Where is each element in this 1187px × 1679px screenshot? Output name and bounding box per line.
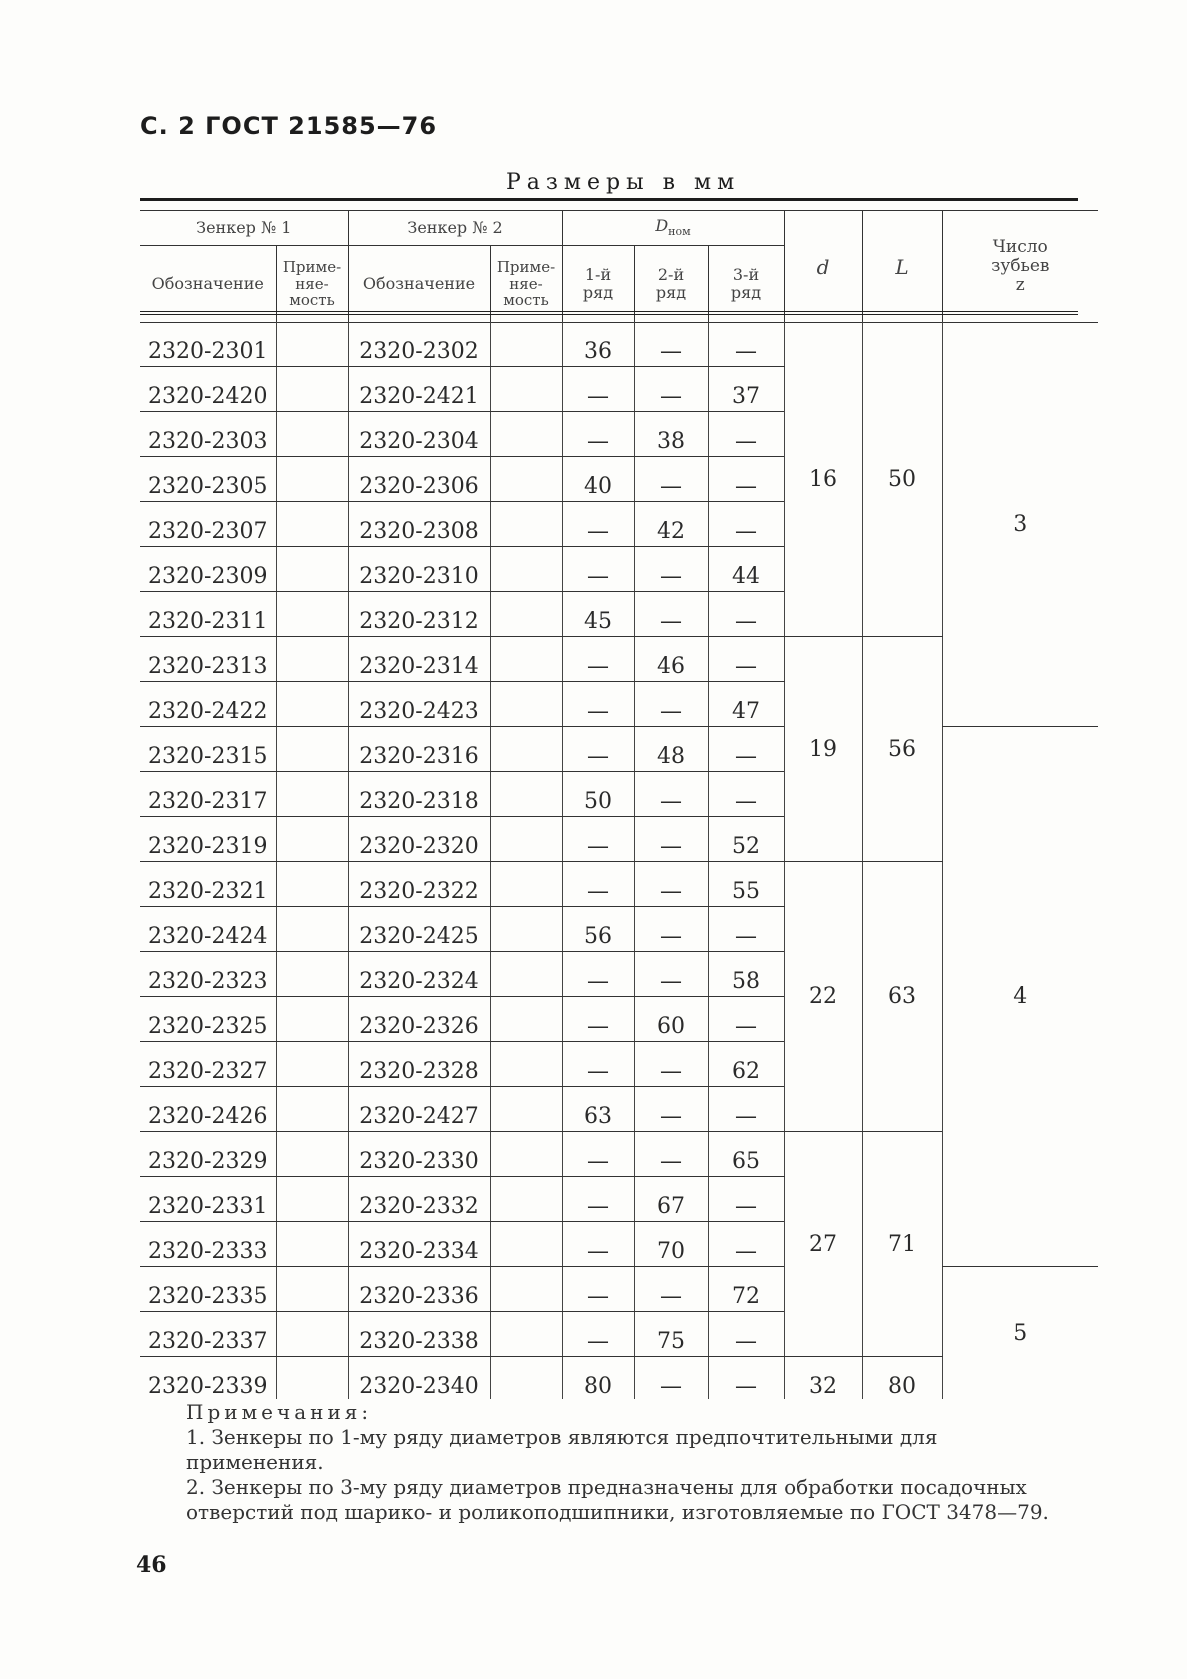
dnom-row1-cell: 63	[562, 1087, 634, 1132]
applicability-1-cell	[276, 1357, 348, 1400]
dnom-row2-cell: 60	[634, 997, 708, 1042]
dnom-row1-cell: —	[562, 1267, 634, 1312]
dnom-row3-cell: —	[708, 1357, 784, 1400]
applicability-2-cell	[490, 1222, 562, 1267]
applicability-1-cell	[276, 547, 348, 592]
dnom-row2-cell: —	[634, 367, 708, 412]
page-number: 46	[136, 1552, 167, 1578]
designation-1-cell: 2320-2315	[140, 727, 276, 772]
dnom-row3-cell: 44	[708, 547, 784, 592]
dnom-row3-cell: 62	[708, 1042, 784, 1087]
dnom-row1-cell: 40	[562, 457, 634, 502]
header-d-nom: $D_{ном}$	[562, 211, 784, 246]
dnom-row2-cell: 38	[634, 412, 708, 457]
designation-1-cell: 2320-2331	[140, 1177, 276, 1222]
applicability-2-cell	[490, 547, 562, 592]
applicability-1-cell	[276, 592, 348, 637]
dnom-row1-cell: —	[562, 817, 634, 862]
designation-2-cell: 2320-2322	[348, 862, 490, 907]
table-caption: Размеры в мм	[506, 170, 741, 195]
header-designation-2: Обозначение	[348, 246, 490, 323]
dnom-row1-cell: —	[562, 1042, 634, 1087]
designation-2-cell: 2320-2332	[348, 1177, 490, 1222]
applicability-2-cell	[490, 997, 562, 1042]
designation-1-cell: 2320-2335	[140, 1267, 276, 1312]
notes-block	[186, 1400, 1076, 1525]
teeth-count-cell: 3	[942, 322, 1098, 727]
dnom-row1-cell: —	[562, 1312, 634, 1357]
d-value-cell: 16	[784, 322, 862, 637]
dnom-row2-cell: —	[634, 1042, 708, 1087]
applicability-1-cell	[276, 772, 348, 817]
dnom-row2-cell: 75	[634, 1312, 708, 1357]
applicability-2-cell	[490, 817, 562, 862]
designation-1-cell: 2320-2319	[140, 817, 276, 862]
applicability-2-cell	[490, 637, 562, 682]
designation-1-cell: 2320-2301	[140, 322, 276, 367]
applicability-2-cell	[490, 502, 562, 547]
designation-1-cell: 2320-2420	[140, 367, 276, 412]
dnom-row3-cell: —	[708, 727, 784, 772]
table-header	[140, 210, 1098, 323]
applicability-2-cell	[490, 1132, 562, 1177]
dnom-row2-cell: —	[634, 682, 708, 727]
applicability-2-cell	[490, 592, 562, 637]
applicability-2-cell	[490, 457, 562, 502]
dnom-row1-cell: —	[562, 1177, 634, 1222]
designation-2-cell: 2320-2302	[348, 322, 490, 367]
applicability-1-cell	[276, 817, 348, 862]
L-value-cell: 56	[862, 637, 942, 862]
dnom-row2-cell: —	[634, 1132, 708, 1177]
designation-1-cell: 2320-2317	[140, 772, 276, 817]
applicability-1-cell	[276, 1132, 348, 1177]
designation-2-cell: 2320-2308	[348, 502, 490, 547]
applicability-2-cell	[490, 412, 562, 457]
designation-1-cell: 2320-2311	[140, 592, 276, 637]
dnom-row2-cell: 70	[634, 1222, 708, 1267]
L-value-cell: 80	[862, 1357, 942, 1400]
designation-1-cell: 2320-2333	[140, 1222, 276, 1267]
table-top-rule	[140, 198, 1078, 201]
designation-2-cell: 2320-2318	[348, 772, 490, 817]
designation-2-cell: 2320-2334	[348, 1222, 490, 1267]
header-row-2: 2-й ряд	[634, 246, 708, 323]
designation-2-cell: 2320-2312	[348, 592, 490, 637]
applicability-2-cell	[490, 862, 562, 907]
dnom-row3-cell: —	[708, 457, 784, 502]
designation-1-cell: 2320-2303	[140, 412, 276, 457]
designation-1-cell: 2320-2305	[140, 457, 276, 502]
dnom-row1-cell: —	[562, 1222, 634, 1267]
L-value-cell: 71	[862, 1132, 942, 1357]
applicability-1-cell	[276, 1087, 348, 1132]
L-value-cell: 63	[862, 862, 942, 1132]
designation-1-cell: 2320-2323	[140, 952, 276, 997]
dnom-row1-cell: —	[562, 682, 634, 727]
notes-title: Примечания:	[186, 1400, 373, 1424]
designation-2-cell: 2320-2336	[348, 1267, 490, 1312]
dnom-row1-cell: 50	[562, 772, 634, 817]
dnom-row2-cell: —	[634, 862, 708, 907]
applicability-2-cell	[490, 682, 562, 727]
applicability-1-cell	[276, 457, 348, 502]
designation-2-cell: 2320-2340	[348, 1357, 490, 1400]
applicability-1-cell	[276, 1042, 348, 1087]
applicability-1-cell	[276, 1267, 348, 1312]
applicability-1-cell	[276, 637, 348, 682]
header-L: L	[862, 211, 942, 323]
applicability-2-cell	[490, 367, 562, 412]
header-double-rule	[140, 311, 1078, 315]
dnom-row3-cell: 52	[708, 817, 784, 862]
header-zenker1: Зенкер № 1	[140, 211, 348, 246]
dnom-row1-cell: —	[562, 637, 634, 682]
table-row	[140, 1267, 1098, 1312]
dnom-row3-cell: —	[708, 412, 784, 457]
applicability-1-cell	[276, 502, 348, 547]
applicability-1-cell	[276, 1222, 348, 1267]
designation-1-cell: 2320-2313	[140, 637, 276, 682]
designation-1-cell: 2320-2327	[140, 1042, 276, 1087]
dnom-row1-cell: 45	[562, 592, 634, 637]
table-row	[140, 727, 1098, 772]
d-value-cell: 22	[784, 862, 862, 1132]
dnom-row2-cell: —	[634, 952, 708, 997]
dnom-row3-cell: —	[708, 907, 784, 952]
designation-2-cell: 2320-2328	[348, 1042, 490, 1087]
dnom-row3-cell: —	[708, 772, 784, 817]
designation-1-cell: 2320-2325	[140, 997, 276, 1042]
dnom-row2-cell: —	[634, 457, 708, 502]
designation-1-cell: 2320-2337	[140, 1312, 276, 1357]
header-applicability-2: Приме- няе- мость	[490, 246, 562, 323]
dimensions-table	[140, 322, 1098, 1399]
dnom-row3-cell: —	[708, 997, 784, 1042]
designation-2-cell: 2320-2338	[348, 1312, 490, 1357]
header-designation-1: Обозначение	[140, 246, 276, 323]
dnom-row3-cell: —	[708, 1087, 784, 1132]
designation-2-cell: 2320-2330	[348, 1132, 490, 1177]
applicability-1-cell	[276, 727, 348, 772]
header-row-1: 1-й ряд	[562, 246, 634, 323]
dnom-row2-cell: 67	[634, 1177, 708, 1222]
applicability-1-cell	[276, 412, 348, 457]
teeth-count-cell: 5	[942, 1267, 1098, 1400]
designation-1-cell: 2320-2426	[140, 1087, 276, 1132]
dnom-row1-cell: 36	[562, 322, 634, 367]
dnom-row2-cell: —	[634, 1087, 708, 1132]
dnom-row2-cell: —	[634, 592, 708, 637]
L-value-cell: 50	[862, 322, 942, 637]
applicability-1-cell	[276, 997, 348, 1042]
applicability-1-cell	[276, 862, 348, 907]
applicability-2-cell	[490, 1177, 562, 1222]
designation-1-cell: 2320-2307	[140, 502, 276, 547]
designation-2-cell: 2320-2324	[348, 952, 490, 997]
dnom-row1-cell: 56	[562, 907, 634, 952]
designation-2-cell: 2320-2326	[348, 997, 490, 1042]
dnom-row3-cell: —	[708, 592, 784, 637]
designation-2-cell: 2320-2316	[348, 727, 490, 772]
dnom-row3-cell: 37	[708, 367, 784, 412]
dnom-row2-cell: 42	[634, 502, 708, 547]
dnom-row3-cell: —	[708, 1222, 784, 1267]
designation-2-cell: 2320-2306	[348, 457, 490, 502]
d-value-cell: 19	[784, 637, 862, 862]
dnom-row3-cell: 55	[708, 862, 784, 907]
dnom-row2-cell: —	[634, 817, 708, 862]
applicability-2-cell	[490, 952, 562, 997]
table-row	[140, 322, 1098, 367]
dnom-row1-cell: —	[562, 727, 634, 772]
designation-1-cell: 2320-2329	[140, 1132, 276, 1177]
dnom-row3-cell: —	[708, 322, 784, 367]
designation-2-cell: 2320-2425	[348, 907, 490, 952]
applicability-2-cell	[490, 1267, 562, 1312]
designation-2-cell: 2320-2314	[348, 637, 490, 682]
designation-2-cell: 2320-2427	[348, 1087, 490, 1132]
designation-2-cell: 2320-2423	[348, 682, 490, 727]
applicability-2-cell	[490, 1357, 562, 1400]
header-zenker2: Зенкер № 2	[348, 211, 562, 246]
dnom-row3-cell: —	[708, 637, 784, 682]
teeth-count-cell: 4	[942, 727, 1098, 1267]
dnom-row2-cell: —	[634, 547, 708, 592]
applicability-2-cell	[490, 727, 562, 772]
applicability-2-cell	[490, 772, 562, 817]
applicability-1-cell	[276, 322, 348, 367]
applicability-2-cell	[490, 907, 562, 952]
header-teeth-count: Число зубьев z	[942, 211, 1098, 323]
header-d: d	[784, 211, 862, 323]
dnom-row1-cell: —	[562, 547, 634, 592]
dnom-row3-cell: 47	[708, 682, 784, 727]
dnom-row1-cell: —	[562, 1132, 634, 1177]
dnom-row1-cell: —	[562, 367, 634, 412]
dnom-row1-cell: —	[562, 502, 634, 547]
note-2: 2. Зенкеры по 3-му ряду диаметров предназначены для обработки посадочных отверстий под шарико- и роликоподшипники, изготовляемые по ГОСТ 3478—79.	[186, 1475, 1049, 1524]
dnom-row3-cell: 58	[708, 952, 784, 997]
applicability-1-cell	[276, 682, 348, 727]
designation-2-cell: 2320-2320	[348, 817, 490, 862]
applicability-1-cell	[276, 952, 348, 997]
d-value-cell: 27	[784, 1132, 862, 1357]
dnom-row3-cell: 72	[708, 1267, 784, 1312]
header-applicability-1: Приме- няе- мость	[276, 246, 348, 323]
dnom-row2-cell: 46	[634, 637, 708, 682]
applicability-1-cell	[276, 1177, 348, 1222]
designation-1-cell: 2320-2422	[140, 682, 276, 727]
designation-1-cell: 2320-2321	[140, 862, 276, 907]
applicability-1-cell	[276, 367, 348, 412]
dnom-row1-cell: —	[562, 997, 634, 1042]
applicability-1-cell	[276, 1312, 348, 1357]
dnom-row2-cell: —	[634, 1267, 708, 1312]
dnom-row2-cell: —	[634, 772, 708, 817]
dnom-row2-cell: 48	[634, 727, 708, 772]
d-value-cell: 32	[784, 1357, 862, 1400]
applicability-1-cell	[276, 907, 348, 952]
dnom-row3-cell: 65	[708, 1132, 784, 1177]
dnom-row3-cell: —	[708, 1312, 784, 1357]
designation-1-cell: 2320-2424	[140, 907, 276, 952]
dnom-row2-cell: —	[634, 322, 708, 367]
note-1: 1. Зенкеры по 1-му ряду диаметров являются предпочтительными для применения.	[186, 1425, 938, 1474]
applicability-2-cell	[490, 1312, 562, 1357]
designation-1-cell: 2320-2339	[148, 1374, 268, 1399]
dnom-row2-cell: —	[634, 1357, 708, 1400]
designation-1-cell: 2320-2309	[140, 547, 276, 592]
dnom-row1-cell: 80	[562, 1357, 634, 1400]
header-row-3: 3-й ряд	[708, 246, 784, 323]
document-reference: С. 2 ГОСТ 21585—76	[140, 112, 438, 140]
designation-2-cell: 2320-2421	[348, 367, 490, 412]
dnom-row1-cell: —	[562, 862, 634, 907]
dnom-row3-cell: —	[708, 1177, 784, 1222]
dnom-row3-cell: —	[708, 502, 784, 547]
applicability-2-cell	[490, 1087, 562, 1132]
dnom-row1-cell: —	[562, 952, 634, 997]
dnom-row2-cell: —	[634, 907, 708, 952]
applicability-2-cell	[490, 1042, 562, 1087]
designation-2-cell: 2320-2310	[348, 547, 490, 592]
designation-2-cell: 2320-2304	[348, 412, 490, 457]
dnom-row1-cell: —	[562, 412, 634, 457]
applicability-2-cell	[490, 322, 562, 367]
